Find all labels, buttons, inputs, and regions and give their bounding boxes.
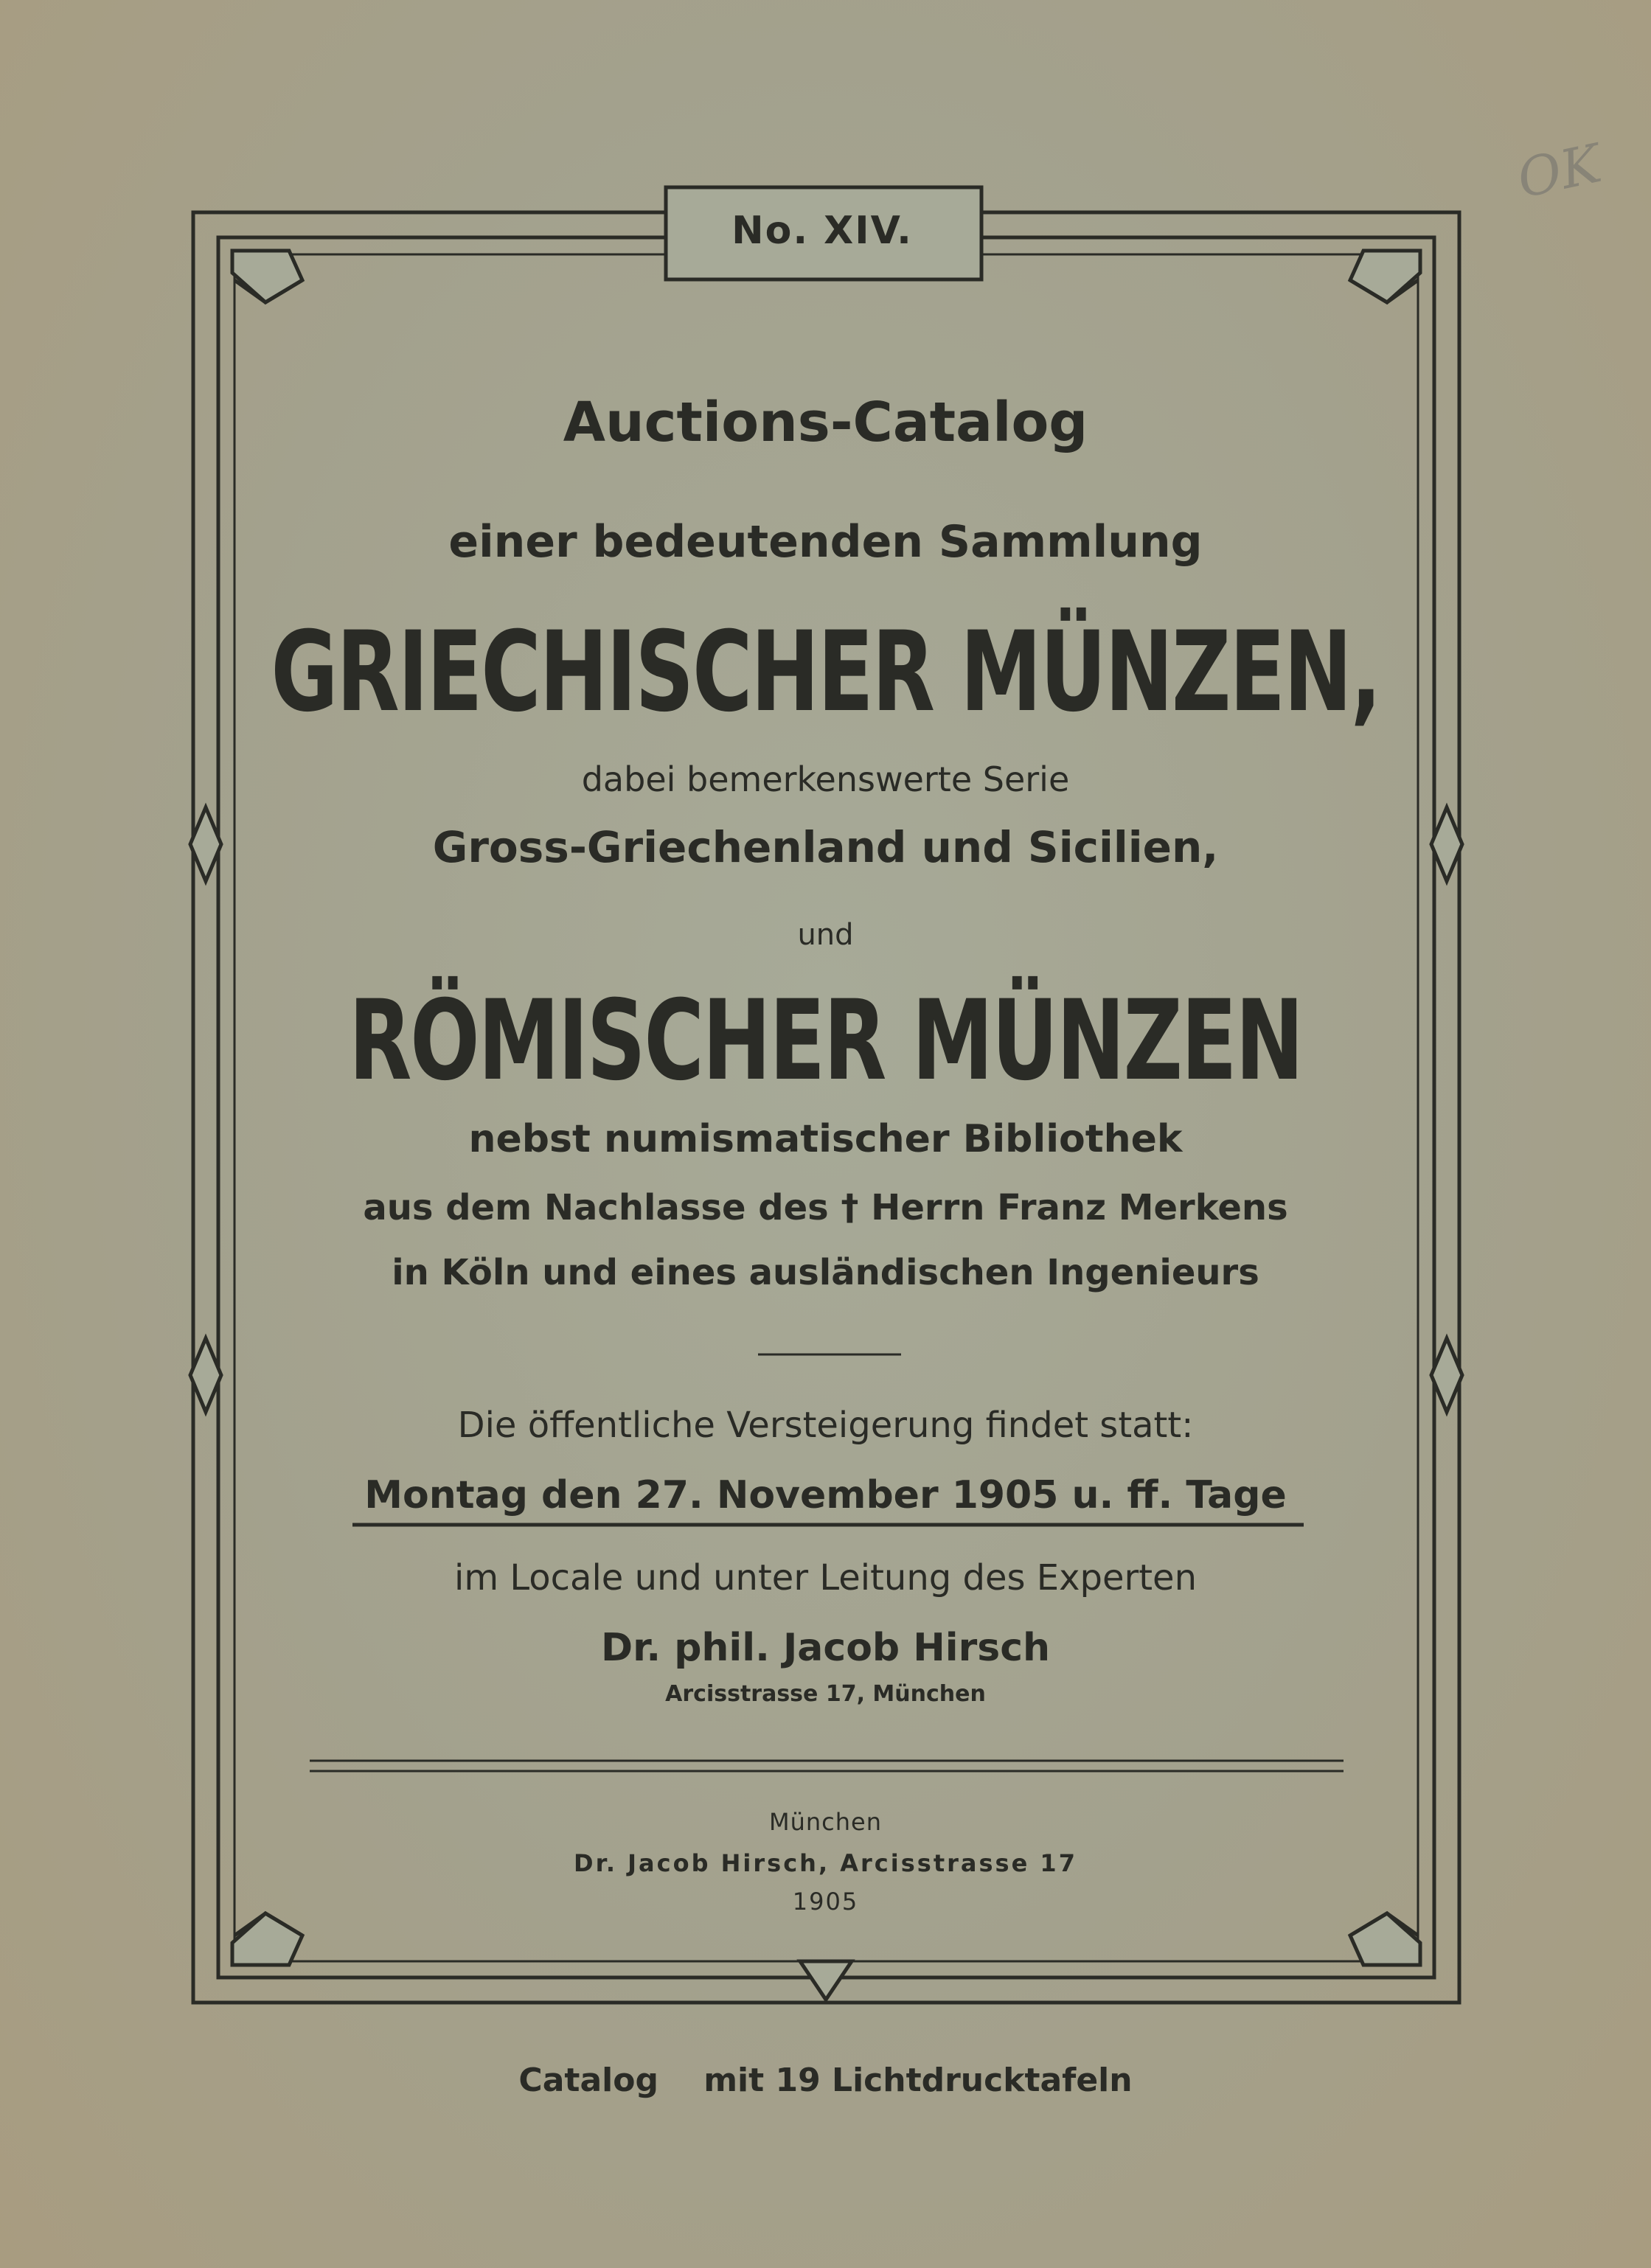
location-intro: im Locale und unter Leitung des Experten	[454, 1557, 1197, 1599]
imprint-publisher: Dr. Jacob Hirsch, Arcisstrasse 17	[574, 1849, 1077, 1877]
detail-line-5: in Köln und eines ausländischen Ingenieurs	[392, 1252, 1259, 1293]
detail-line-3: nebst numismatischer Bibliothek	[468, 1117, 1183, 1161]
main-title-roman: RÖMISCHER MÜNZEN	[348, 977, 1303, 1105]
bottom-center-ornament	[800, 1961, 852, 2000]
detail-line-4: aus dem Nachlasse des † Herrn Franz Merkens	[363, 1187, 1288, 1228]
auction-intro: Die öffentliche Versteigerung findet statt:	[457, 1405, 1194, 1446]
heading: Auctions-Catalog	[563, 391, 1088, 454]
corner-ornament-bottom-left	[232, 1913, 302, 1965]
imprint-year: 1905	[792, 1888, 859, 1916]
corner-ornament-bottom-right	[1350, 1913, 1420, 1965]
pencil-annotation: OK	[1512, 132, 1607, 210]
footer-note: Catalog mit 19 Lichtdrucktafeln	[518, 2062, 1133, 2099]
auction-date: Montag den 27. November 1905 u. ff. Tage	[364, 1473, 1287, 1517]
catalog-number: No. XIV.	[731, 209, 913, 253]
corner-ornament-top-right	[1350, 251, 1420, 302]
subheading: einer bedeutenden Sammlung	[448, 516, 1203, 568]
corner-ornament-top-left	[232, 251, 302, 302]
expert-address: Arcisstrasse 17, München	[665, 1681, 986, 1707]
expert-name: Dr. phil. Jacob Hirsch	[600, 1626, 1051, 1670]
inner-border	[218, 237, 1434, 1977]
conjunction: und	[797, 918, 854, 952]
main-title-greek: GRIECHISCHER MÜNZEN,	[271, 608, 1380, 737]
outer-border	[193, 212, 1459, 2003]
detail-line-2: Gross-Griechenland und Sicilien,	[432, 822, 1219, 872]
detail-line-1: dabei bemerkenswerte Serie	[581, 759, 1070, 799]
imprint-city: München	[768, 1808, 882, 1836]
